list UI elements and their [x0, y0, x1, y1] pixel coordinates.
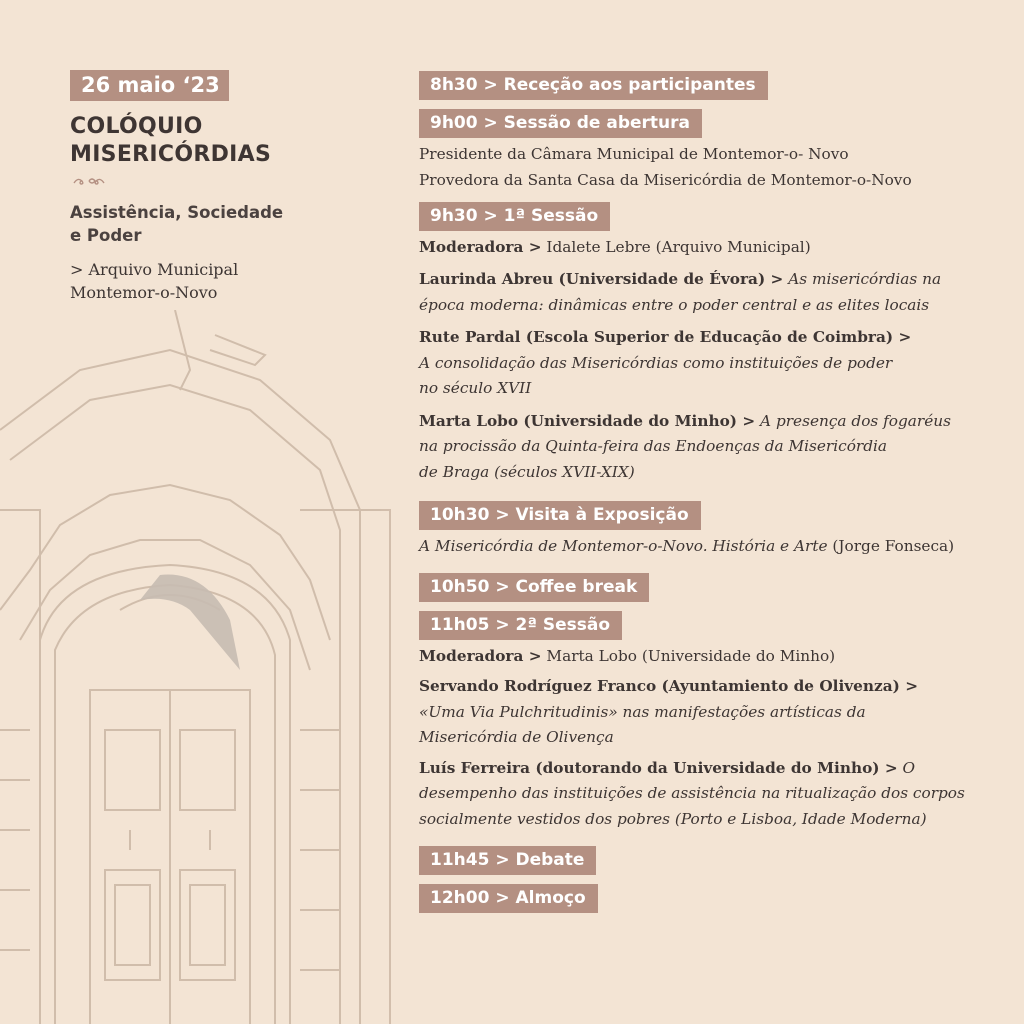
- subtitle-line-2: e Poder: [70, 226, 142, 245]
- event-subtitle: [70, 201, 330, 247]
- moderator-line: [419, 235, 1009, 261]
- talk-speaker: Servando Rodríguez Franco (Ayuntamiento de Olivenza) >: [419, 677, 919, 695]
- talk-title: desempenho das instituições de assistência na ritualização dos corpos: [419, 784, 965, 802]
- time-tag: 11h45 > Debate: [419, 846, 596, 875]
- talk: [419, 267, 1009, 318]
- location-line-2: Montemor-o-Novo: [70, 283, 218, 302]
- event-date: 26 maio ‘23: [70, 70, 229, 101]
- talk-title: «Uma Via Pulchritudinis» nas manifestações artísticas da: [419, 702, 866, 721]
- time-tag: 8h30 > Receção aos participantes: [419, 71, 768, 100]
- talk-speaker: Marta Lobo (Universidade do Minho) >: [419, 411, 756, 430]
- talk: [419, 756, 1009, 833]
- talk-title: época moderna: dinâmicas entre o poder central e as elites locais: [419, 295, 930, 314]
- talk-title: socialmente vestidos dos pobres (Porto e Lisboa, Idade Moderna): [419, 809, 927, 828]
- time-tag: 9h00 > Sessão de abertura: [419, 109, 702, 138]
- moderator-label: Moderadora >: [419, 237, 542, 256]
- event-title: [70, 113, 330, 169]
- time-tag: 10h50 > Coffee break: [419, 573, 649, 602]
- talk: [419, 674, 1009, 751]
- talk-title: A presença dos fogaréus: [755, 411, 951, 430]
- portal-shadow: [140, 575, 240, 670]
- talk-speaker: Rute Pardal (Escola Superior de Educação de Coimbra) >: [419, 328, 912, 346]
- title-line-1: COLÓQUIO: [70, 114, 203, 139]
- church-portal-sketch: [0, 310, 400, 1024]
- participant-line: Presidente da Câmara Municipal de Montemor-o- Novo: [419, 145, 849, 163]
- moderator-label: Moderadora >: [419, 646, 542, 665]
- moderator-name: Idalete Lebre (Arquivo Municipal): [541, 237, 811, 256]
- talk: [419, 325, 1009, 402]
- schedule-item-almoco: [419, 884, 1009, 913]
- moderator-name: Marta Lobo (Universidade do Minho): [541, 646, 836, 665]
- talk-title: As misericórdias na: [783, 270, 942, 288]
- schedule-item-sessao-1: [419, 202, 1009, 486]
- talk: [419, 409, 1009, 486]
- flourish-ornament-icon: [72, 175, 106, 187]
- schedule-item-debate: [419, 846, 1009, 875]
- schedule-item-rececao: [419, 71, 1009, 100]
- schedule-item-abertura: [419, 109, 1009, 193]
- talk-title: Misericórdia de Olivença: [419, 728, 614, 746]
- talk-title: no século XVII: [419, 379, 532, 397]
- time-tag: 9h30 > 1ª Sessão: [419, 202, 610, 231]
- location-line-1: > Arquivo Municipal: [70, 260, 239, 279]
- exhibition-title: A Misericórdia de Montemor-o-Novo. História e Arte: [419, 537, 828, 555]
- program-schedule: [419, 71, 1009, 922]
- title-line-2: MISERICÓRDIAS: [70, 142, 272, 167]
- participant-line: Provedora da Santa Casa da Misericórdia de Montemor-o-Novo: [419, 170, 912, 189]
- talk-title: na procissão da Quinta-feira das Endoenças da Misericórdia: [419, 437, 888, 455]
- time-tag: 12h00 > Almoço: [419, 884, 598, 913]
- event-sidebar: [70, 70, 330, 304]
- talk-title: de Braga (séculos XVII-XIX): [419, 462, 635, 481]
- talk-speaker: Luís Ferreira (doutorando da Universidade do Minho) >: [419, 758, 898, 777]
- talk-title: A consolidação das Misericórdias como instituições de poder: [419, 353, 893, 372]
- event-location: [70, 258, 330, 304]
- talk-speaker: Laurinda Abreu (Universidade de Évora) >: [419, 270, 784, 288]
- exhibition-author: (Jorge Fonseca): [827, 537, 955, 555]
- schedule-item-coffee: [419, 573, 1009, 602]
- schedule-item-visita: [419, 501, 1009, 560]
- schedule-item-sessao-2: [419, 611, 1009, 833]
- talk-title: O: [897, 758, 916, 777]
- time-tag: 10h30 > Visita à Exposição: [419, 501, 701, 530]
- time-tag: 11h05 > 2ª Sessão: [419, 611, 622, 640]
- moderator-line: [419, 644, 1009, 670]
- subtitle-line-1: Assistência, Sociedade: [70, 203, 284, 222]
